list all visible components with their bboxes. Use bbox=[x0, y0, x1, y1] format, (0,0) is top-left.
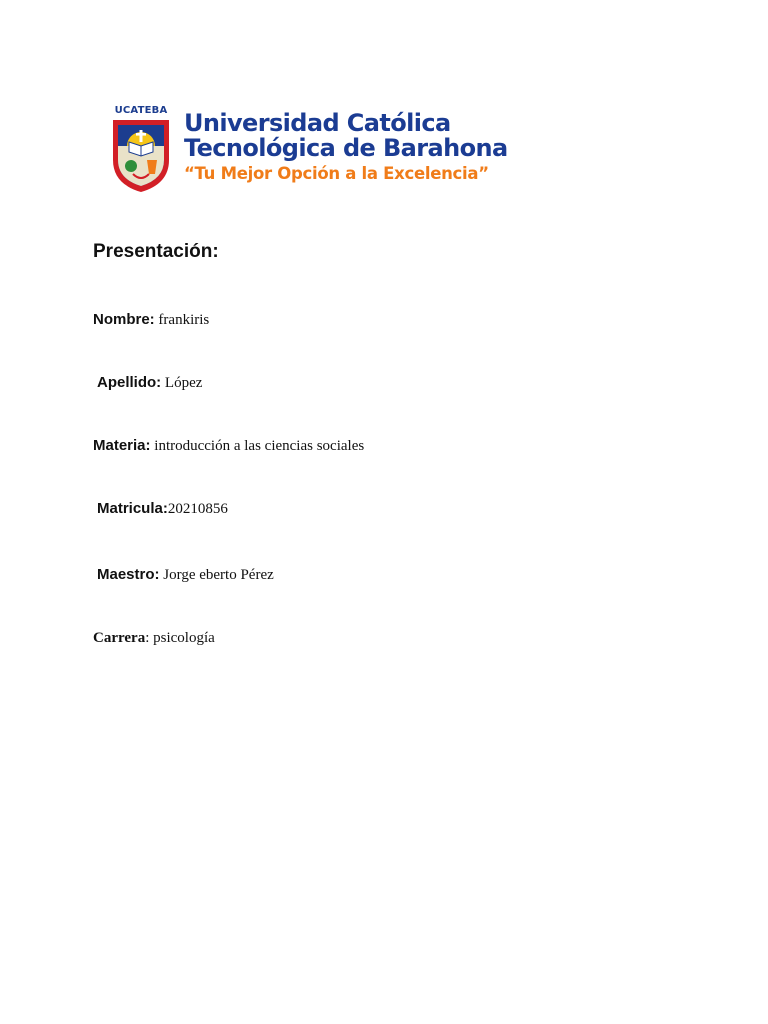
field-carrera-label: Carrera bbox=[93, 630, 146, 646]
field-carrera bbox=[93, 629, 215, 647]
field-materia-label: Materia: bbox=[93, 437, 151, 454]
field-apellido-label: Apellido: bbox=[97, 374, 162, 391]
field-nombre-value: frankiris bbox=[154, 312, 210, 328]
field-nombre-label: Nombre: bbox=[93, 311, 155, 328]
field-maestro-label: Maestro: bbox=[97, 566, 160, 583]
field-apellido-value: López bbox=[161, 375, 203, 391]
seal-text: UCATEBA bbox=[114, 105, 168, 116]
field-apellido bbox=[97, 374, 202, 392]
field-materia-value: introducción a las ciencias sociales bbox=[150, 438, 365, 454]
field-maestro bbox=[97, 566, 274, 584]
logo-university-name-line1: Universidad Católica bbox=[184, 109, 451, 137]
field-matricula bbox=[97, 500, 228, 518]
seal-shield-icon bbox=[109, 116, 173, 194]
field-nombre bbox=[93, 311, 209, 329]
field-matricula-label: Matricula: bbox=[97, 500, 168, 517]
page-title: Presentación: bbox=[93, 241, 219, 262]
university-seal bbox=[108, 102, 174, 194]
field-maestro-value: Jorge eberto Pérez bbox=[159, 567, 274, 583]
logo-tagline: “Tu Mejor Opción a la Excelencia” bbox=[184, 164, 489, 183]
university-logo bbox=[108, 102, 508, 198]
logo-university-name-line2: Tecnológica de Barahona bbox=[184, 134, 508, 162]
field-materia bbox=[93, 437, 364, 455]
field-matricula-value: 20210856 bbox=[167, 501, 228, 517]
field-carrera-value: : psicología bbox=[145, 630, 215, 646]
